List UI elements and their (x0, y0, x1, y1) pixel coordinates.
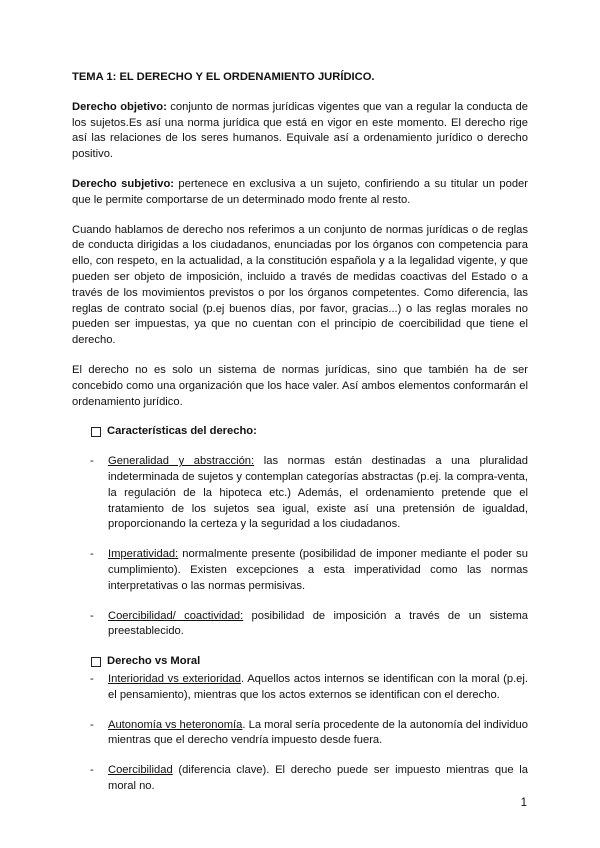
checkbox-icon (91, 657, 101, 667)
list-item (90, 763, 528, 795)
paragraph-sistema: El derecho no es solo un sistema de normas jurídicas, sino que también ha de ser concebido como una organización que los hace valer. Así ambos elementos conformarán el ordenamiento jurídico. (72, 363, 528, 408)
item-term: Generalidad y abstracción: (108, 455, 255, 468)
dash-bullet: - (90, 548, 94, 561)
section-heading-caracteristicas (91, 424, 528, 440)
list-item (90, 672, 528, 704)
text-derecho-objetivo: conjunto de normas jurídicas vigentes que van a regular la conducta de los sujetos.Es así una norma jurídica que está en vigor en este momento. El derecho rige así las relaciones de los seres humanos. Equivale así a ordenamiento jurídico o derecho positivo. (72, 100, 528, 161)
text-derecho-subjetivo: pertenece en exclusiva a un sujeto, confiriendo a su titular un poder que le permite comportarse de un determinado modo frente al resto. (72, 177, 528, 206)
list-item (90, 718, 528, 750)
item-text: . Aquellos actos internos se identifican con la moral (p.ej. el pensamiento), mientras que los actos externos se identifican con el derecho. (108, 672, 528, 701)
item-term: Interioridad vs exterioridad (108, 672, 242, 685)
dash-bullet: - (90, 764, 94, 777)
page-title: TEMA 1: EL DERECHO Y EL ORDENAMIENTO JURÍDICO. (72, 71, 375, 83)
list-item (90, 609, 528, 641)
item-term: Autonomía vs heteronomía (108, 718, 243, 731)
item-text: . La moral sería procedente de la autonomía del individuo mientras que el derecho vendría impuesto desde fuera. (108, 718, 529, 747)
section-heading-label: Características del derecho: (107, 425, 257, 438)
item-term: Coercibilidad/ coactividad: (108, 609, 244, 622)
list-item (90, 547, 528, 594)
dash-bullet: - (90, 718, 94, 731)
dash-bullet: - (90, 455, 94, 468)
paragraph-hablamos: Cuando hablamos de derecho nos referimos a un conjunto de normas jurídicas o de reglas de conducta dirigidas a los ciudadanos, enunciadas por los órganos con competencia para ello, con respeto, en la actualidad, a la constitución española y a la legalidad vigente, y que pueden ser objeto de imposición, incluido a través de medidas coactivas del Estado o a través de los movimientos previstos o por los órganos competentes. Como diferencia, las reglas de contrato social (p.ej buenos días, por favor, gracias...) o las reglas morales no pueden ser impuestas, ya que no cuentan con el principio de coercibilidad que tiene el derecho. (72, 223, 528, 347)
item-term: Imperatividad: (108, 548, 179, 561)
item-term: Coercibilidad (108, 764, 173, 777)
dash-bullet: - (90, 672, 94, 685)
paragraph-derecho-subjetivo (72, 177, 528, 209)
checkbox-icon (91, 427, 101, 437)
item-text: normalmente presente (posibilidad de imponer mediante el poder su cumplimiento). Existen excepciones a esta imperatividad como las normas interpretativas o las normas permisivas. (108, 548, 528, 592)
term-derecho-subjetivo: Derecho subjetivo: (72, 177, 175, 190)
page-number: 1 (520, 797, 527, 809)
section-heading-derecho-vs-moral (91, 654, 528, 670)
section-heading-label: Derecho vs Moral (107, 655, 201, 668)
dash-bullet: - (90, 609, 94, 622)
item-text: (diferencia clave). El derecho puede ser impuesto mientras que la moral no. (108, 764, 528, 792)
document-page (72, 70, 528, 809)
paragraph-derecho-objetivo (72, 100, 528, 163)
item-text: las normas están destinadas a una pluralidad indeterminada de sujetos y contemplan categorías abstractas (p.ej. la compra-venta, la regulación de la hipoteca etc.) Además, el ordenamiento pretende que el tratamiento de los sujetos sea igual, existe así una pretensión de igualdad, proporcionando la certeza y la seguridad a los ciudadanos. (108, 455, 528, 531)
list-item (90, 454, 528, 533)
term-derecho-objetivo: Derecho objetivo: (72, 100, 167, 113)
item-text: posibilidad de imposición a través de un sistema preestablecido. (108, 609, 529, 638)
